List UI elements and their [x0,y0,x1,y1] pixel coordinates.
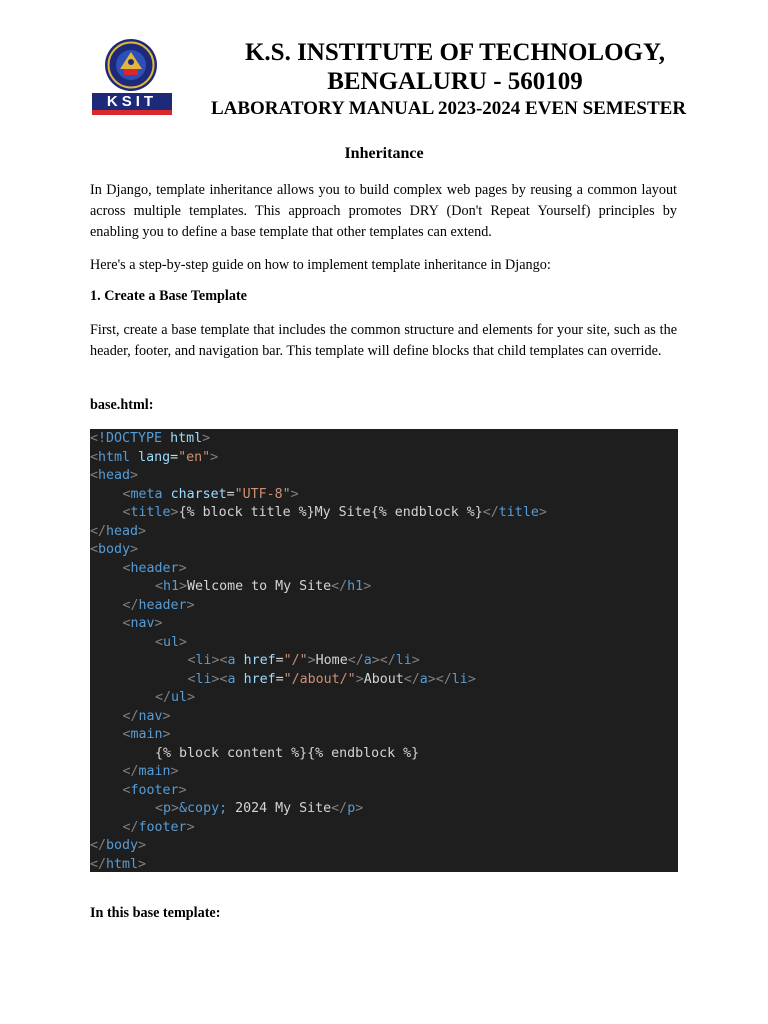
code-token: > [138,523,147,539]
code-line [123,708,171,727]
code-token: > [187,690,196,705]
code-token: > [171,801,180,816]
code-token [162,431,170,446]
code-token: >< [211,671,228,687]
code-token: < [122,486,131,502]
code-token: {% block content %}{% endblock %} [155,745,420,761]
code-token: > [154,616,163,631]
code-token: ></ [427,671,452,687]
code-token: > [467,671,476,687]
code-line [155,578,371,597]
logo-wordmark: KSIT [106,93,158,110]
code-token: ul [163,634,180,650]
code-line [123,615,163,634]
code-token: </ [331,801,348,816]
code-token: header [138,597,187,613]
code-line [155,745,419,764]
code-token: Welcome to My Site [187,579,332,594]
code-line [90,837,146,856]
code-token: a [227,653,236,668]
code-token: < [122,782,131,798]
code-token: > [130,468,139,483]
file-label: base.html: [90,397,154,413]
code-token: "/about/" [283,671,356,687]
code-token: !DOCTYPE [98,431,163,446]
code-line [188,652,420,671]
code-line [155,689,195,708]
code-token: </ [122,819,139,835]
code-token: > [290,486,299,502]
code-token: > [179,634,188,650]
code-block [90,429,678,872]
code-token: < [90,468,99,483]
section-title: Inheritance [344,145,424,162]
logo-stripe [92,110,172,115]
code-token: = [275,653,284,668]
code-token: html [170,431,203,446]
code-token: "/" [283,653,308,668]
code-token: </ [155,690,172,705]
institute-address: BENGALURU - 560109 [327,68,583,95]
code-token: lang [138,449,171,465]
code-token: title [498,505,539,520]
code-token: ul [171,690,188,705]
logo-wordmark-bar [92,93,172,115]
code-token: > [355,801,364,816]
code-token: &copy; [179,801,228,816]
code-token: > [186,597,195,613]
manual-title: LABORATORY MANUAL 2023-2024 EVEN SEMESTER [210,98,687,119]
code-token: > [411,653,420,668]
step-heading: 1. Create a Base Template [90,288,247,304]
code-line [123,597,195,616]
code-token: > [162,727,171,742]
code-token: > [538,505,547,520]
code-token: </ [122,597,139,613]
code-line [90,449,218,468]
code-token: {% block title %}My Site{% endblock %} [178,505,483,520]
code-token: < [90,431,99,446]
code-token: head [106,523,139,539]
code-token: "en" [178,449,211,465]
code-line [123,486,299,505]
code-token: h1 [347,579,364,594]
code-token: > [179,579,188,594]
code-token: > [186,819,195,835]
code-token: li [451,671,468,687]
code-token: nav [138,708,163,724]
code-line [188,671,476,690]
code-token: "UTF-8" [234,486,291,502]
code-token: li [195,653,212,668]
code-line [90,856,146,873]
code-token: footer [138,819,187,835]
code-line [123,819,195,838]
code-token [130,450,138,465]
code-token: p [347,801,356,816]
code-token: = [170,449,179,465]
code-token: </ [122,764,139,779]
code-token: </ [90,523,107,539]
code-line [90,430,210,449]
code-token: Home [315,653,348,668]
code-line [123,560,187,579]
code-line [155,634,187,653]
code-token: = [226,486,235,502]
code-token: < [155,801,164,816]
ksit-logo [92,38,172,116]
code-token: About [363,671,404,687]
code-token: </ [90,838,107,853]
code-line [90,523,146,542]
code-token: charset [170,486,227,502]
code-token: href [243,653,276,668]
code-token: meta [130,486,163,502]
code-line [123,782,187,801]
code-token: body [106,838,139,853]
code-token: > [162,708,171,724]
code-token: </ [331,579,348,594]
code-token: > [170,505,179,520]
code-token: > [138,838,147,853]
code-line [90,541,138,560]
code-token: > [178,560,187,576]
code-token: < [90,542,99,557]
code-token: 2024 My Site [227,801,332,816]
code-line [123,763,179,782]
code-token: </ [122,708,139,724]
code-token: a [227,671,236,687]
code-token: > [130,542,139,557]
code-line [90,467,138,486]
code-token: < [122,505,131,520]
code-token: < [122,727,131,742]
code-token: >< [211,653,228,668]
code-token [236,653,244,668]
closing-heading: In this base template: [90,905,221,921]
code-token: > [307,653,316,668]
code-token: p [163,801,172,816]
code-token: < [187,653,196,668]
code-token: header [130,560,179,576]
institute-name: K.S. INSTITUTE OF TECHNOLOGY, [244,39,666,66]
code-token: </ [347,653,364,668]
code-token: main [138,764,171,779]
code-token: nav [130,616,155,631]
code-token: html [98,449,131,465]
code-token: < [155,634,164,650]
code-line [123,726,171,745]
code-token: html [106,856,139,872]
intro-paragraph: In Django, template inheritance allows you to build complex web pages by reusing a common layout across multiple templates. This approach promotes DRY (Don't Repeat Yourself) principles by enabling you to define a base template that other templates can extend. [90,182,677,240]
code-token: < [155,579,164,594]
code-token: < [90,449,99,465]
code-token: main [130,727,163,742]
code-token [236,672,244,687]
code-token: > [178,782,187,798]
code-token: = [275,671,284,687]
code-token: </ [403,671,420,687]
code-token: title [130,505,171,520]
code-token: > [355,671,364,687]
code-token: footer [130,782,179,798]
code-token: > [170,764,179,779]
code-token: href [243,671,276,687]
code-token: head [98,468,131,483]
code-token: < [122,560,131,576]
code-token: li [395,653,412,668]
code-token: > [363,579,372,594]
code-token: h1 [163,579,180,594]
code-token: < [122,616,131,631]
code-token: body [98,542,131,557]
code-token: > [202,431,211,446]
code-token: > [210,449,219,465]
code-token: </ [90,856,107,872]
step-paragraph: First, create a base template that includes the common structure and elements for your site, such as the header, footer, and navigation bar. This template will define blocks that child templates can override. [90,322,677,359]
code-line [123,504,547,523]
code-token: a [363,653,372,668]
code-token: li [195,671,212,687]
code-token: > [138,856,147,872]
code-token: </ [482,505,499,520]
code-token: < [187,671,196,687]
code-token: ></ [371,653,396,668]
code-token [163,487,171,502]
code-line [155,800,363,819]
guide-paragraph: Here's a step-by-step guide on how to implement template inheritance in Django: [90,257,551,273]
code-token: a [419,671,428,687]
institute-seal-icon [98,38,164,92]
